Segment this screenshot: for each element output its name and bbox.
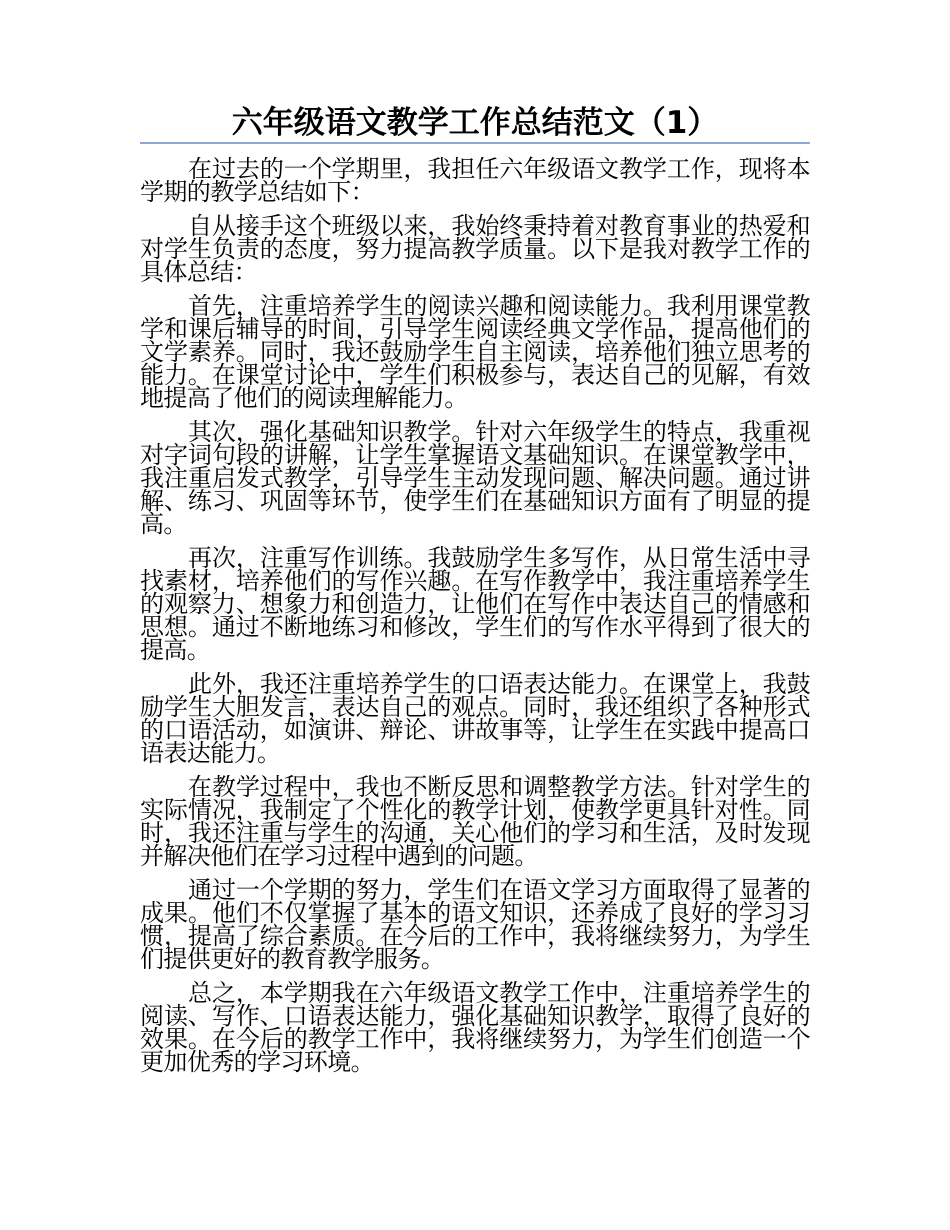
paragraph-writing: 再次，注重写作训练。我鼓励学生多写作，从日常生活中寻找素材，培养他们的写作兴趣。在写作教学中，我注重培养学生的观察力、想象力和创造力，让他们在写作中表达自己的情感和思想。通过不断地练习和修改，学生们的写作水平得到了很大的提高。 [140, 544, 810, 664]
paragraph-reading: 首先，注重培养学生的阅读兴趣和阅读能力。我利用课堂教学和课后辅导的时间，引导学生阅读经典文学作品，提高他们的文学素养。同时，我还鼓励学生自主阅读，培养他们独立思考的能力。在课堂讨论中，学生们积极参与，表达自己的见解，有效地提高了他们的阅读理解能力。 [140, 292, 810, 412]
document-body [140, 155, 810, 1085]
paragraph-conclusion: 总之，本学期我在六年级语文教学工作中，注重培养学生的阅读、写作、口语表达能力，强化基础知识教学，取得了良好的效果。在今后的教学工作中，我将继续努力，为学生们创造一个更加优秀的学习环境。 [140, 979, 810, 1076]
paragraph-results: 通过一个学期的努力，学生们在语文学习方面取得了显著的成果。他们不仅掌握了基本的语文知识，还养成了良好的学习习惯，提高了综合素质。在今后的工作中，我将继续努力，为学生们提供更好的教育教学服务。 [140, 876, 810, 973]
paragraph-overview: 自从接手这个班级以来，我始终秉持着对教育事业的热爱和对学生负责的态度，努力提高教学质量。以下是我对教学工作的具体总结： [140, 212, 810, 286]
document-title: 六年级语文教学工作总结范文（1） [231, 105, 719, 141]
title-block [140, 104, 810, 144]
paragraph-basics: 其次，强化基础知识教学。针对六年级学生的特点，我重视对字词句段的讲解，让学生掌握语文基础知识。在课堂教学中，我注重启发式教学，引导学生主动发现问题、解决问题。通过讲解、练习、巩固等环节，使学生们在基础知识方面有了明显的提高。 [140, 418, 810, 538]
paragraph-speaking: 此外，我还注重培养学生的口语表达能力。在课堂上，我鼓励学生大胆发言，表达自己的观点。同时，我还组织了各种形式的口语活动，如演讲、辩论、讲故事等，让学生在实践中提高口语表达能力。 [140, 670, 810, 767]
paragraph-reflection: 在教学过程中，我也不断反思和调整教学方法。针对学生的实际情况，我制定了个性化的教学计划，使教学更具针对性。同时，我还注重与学生的沟通，关心他们的学习和生活，及时发现并解决他们在学习过程中遇到的问题。 [140, 773, 810, 870]
paragraph-intro: 在过去的一个学期里，我担任六年级语文教学工作，现将本学期的教学总结如下： [140, 155, 810, 206]
